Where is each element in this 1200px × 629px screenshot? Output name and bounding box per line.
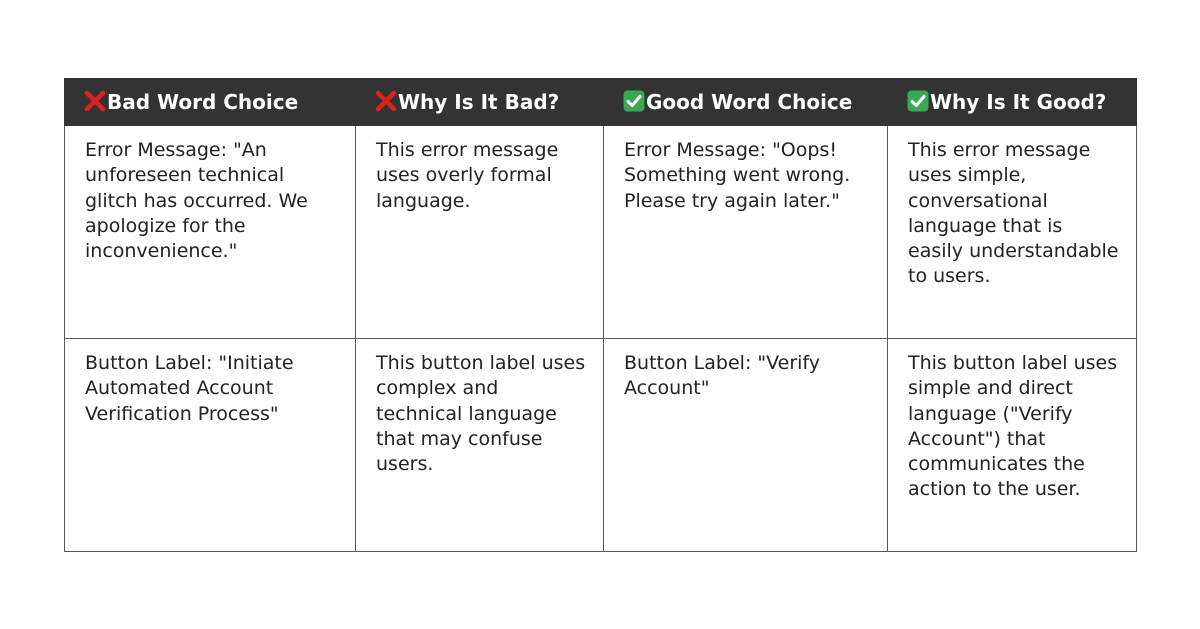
header-label: Good Word Choice bbox=[646, 90, 853, 114]
cross-mark-icon bbox=[84, 90, 106, 112]
table-row bbox=[65, 339, 1137, 552]
check-mark-icon bbox=[907, 90, 929, 112]
cell-bad-word-choice: Button Label: "Initiate Automated Account Verification Process" bbox=[65, 339, 356, 552]
table-header-row bbox=[65, 79, 1137, 126]
cell-good-word-choice: Button Label: "Verify Account" bbox=[604, 339, 888, 552]
header-label: Why Is It Bad? bbox=[398, 90, 560, 114]
header-label: Why Is It Good? bbox=[930, 90, 1107, 114]
cell-good-word-choice: Error Message: "Oops! Something went wrong. Please try again later." bbox=[604, 126, 888, 339]
header-why-good bbox=[888, 79, 1137, 126]
cell-why-bad: This error message uses overly formal language. bbox=[356, 126, 604, 339]
cell-bad-word-choice: Error Message: "An unforeseen technical glitch has occurred. We apologize for the inconvenience." bbox=[65, 126, 356, 339]
comparison-table bbox=[64, 78, 1137, 552]
cell-why-good: This error message uses simple, conversational language that is easily understandable to users. bbox=[888, 126, 1137, 339]
header-bad-word-choice bbox=[65, 79, 356, 126]
check-mark-icon bbox=[623, 90, 645, 112]
header-why-bad bbox=[356, 79, 604, 126]
cross-mark-icon bbox=[375, 90, 397, 112]
cell-why-good: This button label uses simple and direct language ("Verify Account") that communicates the action to the user. bbox=[888, 339, 1137, 552]
header-good-word-choice bbox=[604, 79, 888, 126]
cell-why-bad: This button label uses complex and technical language that may confuse users. bbox=[356, 339, 604, 552]
header-label: Bad Word Choice bbox=[107, 90, 299, 114]
table-row bbox=[65, 126, 1137, 339]
